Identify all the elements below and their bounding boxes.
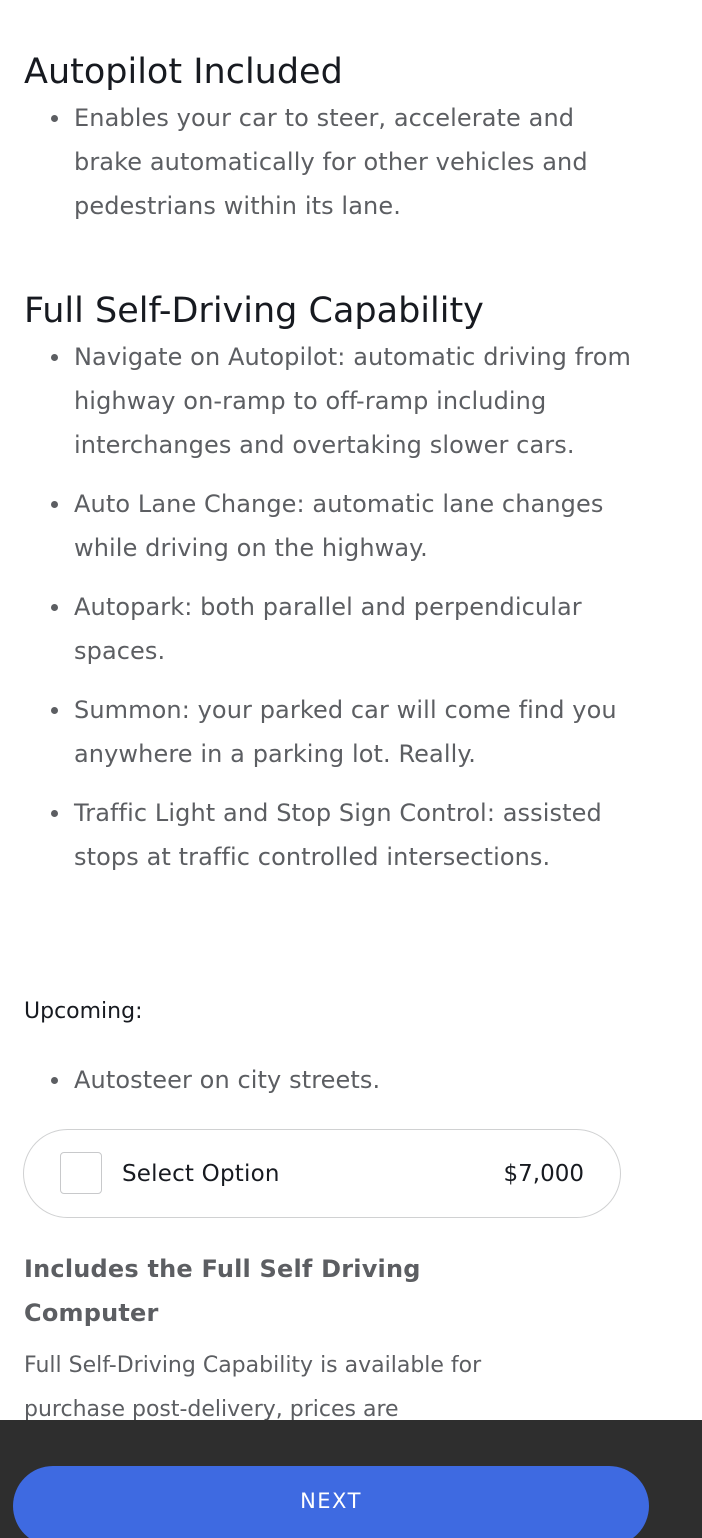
next-button[interactable]: NEXT <box>13 1466 649 1538</box>
select-option-label: Select Option <box>122 1161 280 1187</box>
autopilot-feature-list <box>0 96 702 228</box>
bullet-icon <box>51 501 58 508</box>
footer-bar <box>0 1420 702 1538</box>
upcoming-label: Upcoming: <box>24 999 143 1024</box>
bullet-icon <box>51 354 58 361</box>
list-item <box>0 1058 702 1102</box>
autopilot-title: Autopilot Included <box>24 52 343 92</box>
feature-text: Navigate on Autopilot: automatic driving from highway on-ramp to off-ramp including interchanges and overtaking slower cars. <box>74 343 631 459</box>
feature-text: Auto Lane Change: automatic lane changes while driving on the highway. <box>74 490 604 562</box>
bullet-icon <box>51 1077 58 1084</box>
bullet-icon <box>51 604 58 611</box>
fsd-availability-note: Full Self-Driving Capability is available for purchase post-delivery, prices are <box>24 1353 482 1420</box>
feature-text: Summon: your parked car will come find you anywhere in a parking lot. Really. <box>74 696 617 768</box>
list-item <box>0 585 702 673</box>
upcoming-feature-list <box>0 1058 702 1102</box>
option-price: $7,000 <box>503 1161 584 1187</box>
select-option-checkbox[interactable] <box>60 1152 102 1194</box>
bullet-icon <box>51 810 58 817</box>
list-item <box>0 791 702 879</box>
bullet-icon <box>51 115 58 122</box>
fsd-feature-list <box>0 335 702 894</box>
feature-text: Traffic Light and Stop Sign Control: assisted stops at traffic controlled intersections. <box>74 799 602 871</box>
list-item <box>0 335 702 467</box>
list-item <box>0 96 702 228</box>
fsd-title: Full Self-Driving Capability <box>24 291 484 331</box>
list-item <box>0 688 702 776</box>
feature-text: Autosteer on city streets. <box>74 1066 381 1094</box>
fsd-computer-note-title: Includes the Full Self Driving Computer <box>24 1255 421 1327</box>
bullet-icon <box>51 707 58 714</box>
select-option-card[interactable] <box>23 1129 621 1218</box>
feature-text: Autopark: both parallel and perpendicular spaces. <box>74 593 582 665</box>
feature-text: Enables your car to steer, accelerate and brake automatically for other vehicles and pedestrians within its lane. <box>74 104 588 220</box>
list-item <box>0 482 702 570</box>
